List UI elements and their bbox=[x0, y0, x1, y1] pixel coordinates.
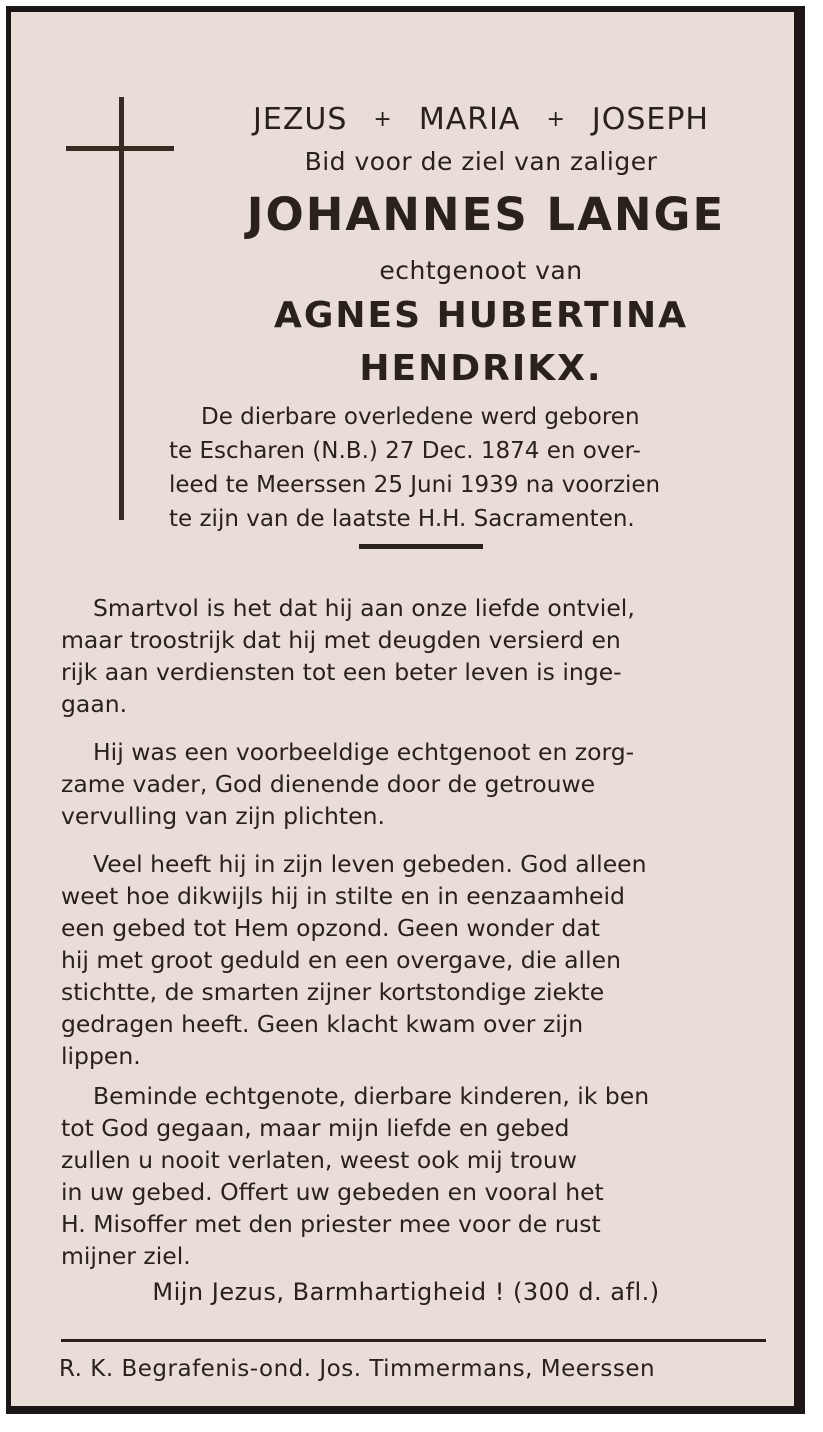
invocation-separator-2: + bbox=[546, 107, 566, 132]
spouse-intro: echtgenoot van bbox=[379, 256, 583, 285]
paragraph-line: Beminde echtgenote, dierbare kinderen, ik ben bbox=[93, 1082, 650, 1110]
cross-vertical-icon bbox=[119, 97, 124, 520]
paragraph-line: Hij was een voorbeeldige echtgenoot en zorg- bbox=[93, 738, 635, 766]
spouse-name-line-2: HENDRIKX. bbox=[359, 348, 603, 389]
paragraph-line: een gebed tot Hem opzond. Geen wonder dat bbox=[61, 914, 600, 942]
invocation-jezus: JEZUS bbox=[253, 102, 348, 137]
paragraph-line: tot God gegaan, maar mijn liefde en gebed bbox=[61, 1114, 570, 1142]
birth-death-line: te Escharen (N.B.) 27 Dec. 1874 en over- bbox=[169, 438, 641, 464]
paragraph-line: Smartvol is het dat hij aan onze liefde ontviel, bbox=[93, 594, 635, 622]
closing-prayer: Mijn Jezus, Barmhartigheid ! (300 d. afl.) bbox=[152, 1278, 660, 1306]
invocation-line bbox=[206, 102, 756, 138]
paragraph-line: Veel heeft hij in zijn leven gebeden. God alleen bbox=[93, 850, 647, 878]
spouse-name-line-1: AGNES HUBERTINA bbox=[273, 295, 689, 336]
footer-divider bbox=[61, 1339, 766, 1342]
paragraph-line: weet hoe dikwijls hij in stilte en in eenzaamheid bbox=[61, 882, 625, 910]
deceased-name: JOHANNES LANGE bbox=[246, 188, 726, 241]
paragraph-line: hij met groot geduld en een overgave, die allen bbox=[61, 946, 621, 974]
birth-death-line: te zijn van de laatste H.H. Sacramenten. bbox=[169, 506, 635, 532]
birth-death-line: De dierbare overledene werd geboren bbox=[201, 404, 640, 430]
paragraph-line: maar troostrijk dat hij met deugden versierd en bbox=[61, 626, 621, 654]
paragraph-line: vervulling van zijn plichten. bbox=[61, 802, 385, 830]
paragraph-line: zullen u nooit verlaten, weest ook mij trouw bbox=[61, 1146, 577, 1174]
paragraph-line: zame vader, God dienende door de getrouwe bbox=[61, 770, 596, 798]
paragraph-line: gaan. bbox=[61, 690, 128, 718]
paragraph-line: H. Misoffer met den priester mee voor de rust bbox=[61, 1210, 601, 1238]
paragraph-line: in uw gebed. Offert uw gebeden en vooral het bbox=[61, 1178, 604, 1206]
cross-horizontal-icon bbox=[66, 146, 174, 151]
paragraph-line: stichtte, de smarten zijner kortstondige ziekte bbox=[61, 978, 605, 1006]
section-divider bbox=[359, 544, 483, 549]
invocation-joseph: JOSEPH bbox=[591, 102, 709, 137]
paragraph-line: lippen. bbox=[61, 1042, 141, 1070]
birth-death-line: leed te Meerssen 25 Juni 1939 na voorzien bbox=[169, 472, 661, 498]
memorial-card bbox=[6, 6, 805, 1414]
invocation-maria: MARIA bbox=[418, 102, 521, 137]
invocation-separator-1: + bbox=[373, 107, 393, 132]
paragraph-line: gedragen heeft. Geen klacht kwam over zijn bbox=[61, 1010, 584, 1038]
funeral-director-footer: R. K. Begrafenis-ond. Jos. Timmermans, Meerssen bbox=[59, 1356, 656, 1382]
paragraph-line: rijk aan verdiensten tot een beter leven is inge- bbox=[61, 658, 622, 686]
paragraph-line: mijner ziel. bbox=[61, 1242, 191, 1270]
prayer-line: Bid voor de ziel van zaliger bbox=[304, 147, 658, 176]
